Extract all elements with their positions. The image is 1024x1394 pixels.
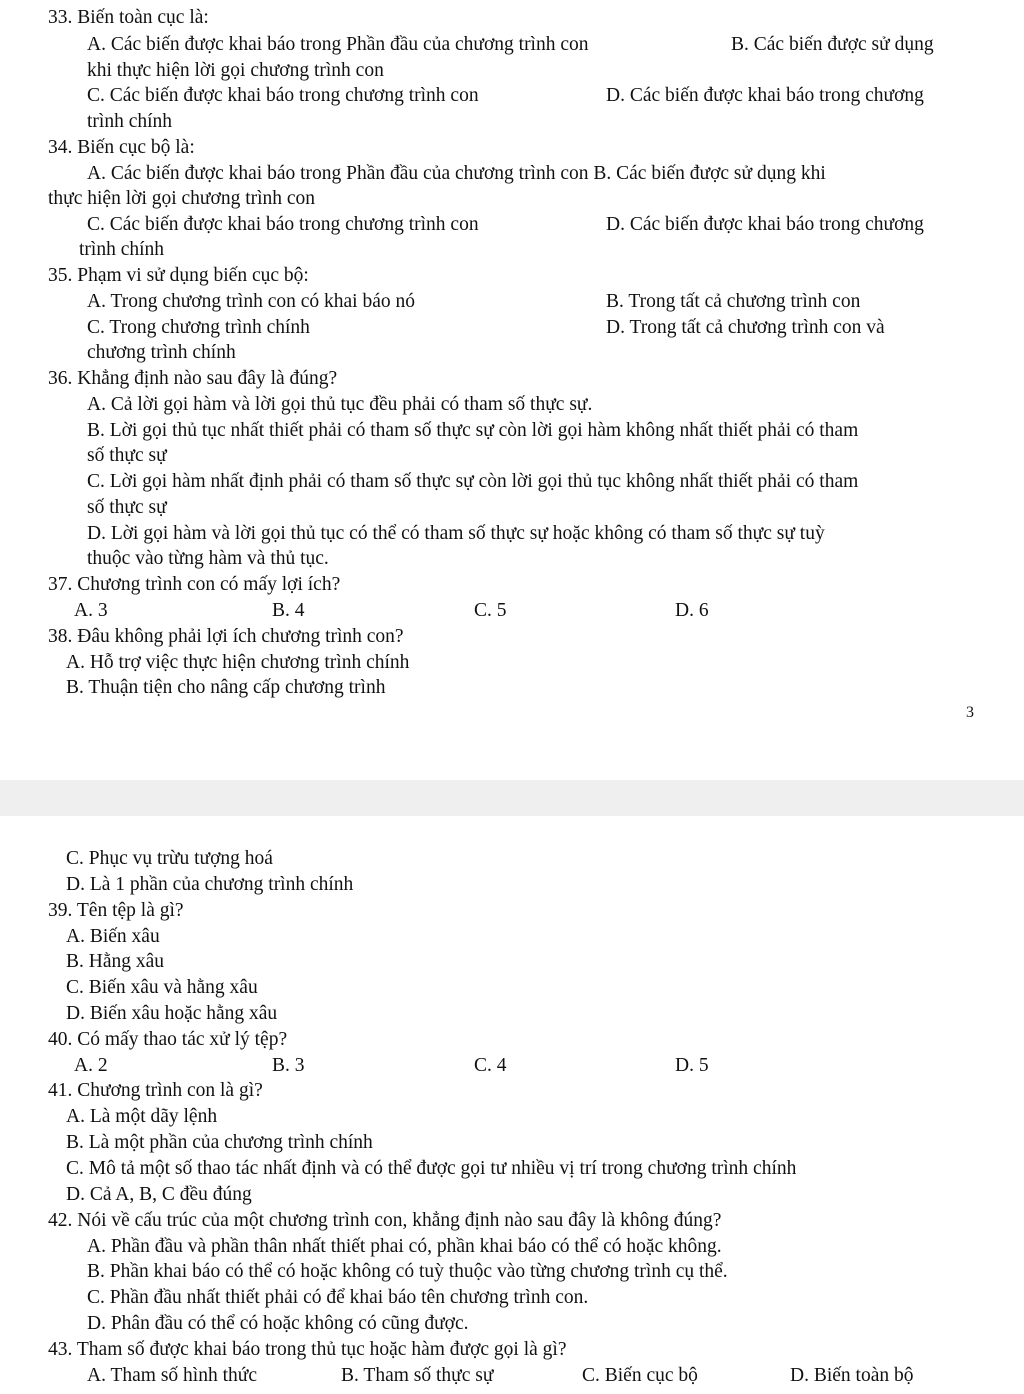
option-d: D. Các biến được khai báo trong chương (606, 85, 924, 106)
option-a: A. 3 (74, 600, 108, 621)
option-a: A. 2 (74, 1055, 108, 1076)
page-number: 3 (966, 704, 974, 721)
option-c: C. 4 (474, 1055, 507, 1076)
option-b: B. Các biến được sử dụng (731, 34, 934, 55)
option-d: D. Biến toàn bộ (790, 1365, 914, 1386)
option-b: B. 3 (272, 1055, 305, 1076)
option-a: A. Tham số hình thức (87, 1365, 257, 1386)
option-c: C. Biến cục bộ (582, 1365, 698, 1386)
page-1: 33. Biến toàn cục là: A. Các biến được khai báo trong Phần đầu của chương trình con B. Các biến được sử dụng khi thực hiện lời gọi chương trình con C. Các biến được khai báo trong chương trình con D. Các biến được khai báo trong chương trình chính 34. Biến cục bộ là: A. Các biến được khai báo trong Phần đầu của chương trình con B. Các biến được sử dụng khi thực hiện lời gọi chương trình con C. Các biến được khai báo trong chương trình con D. Các biến được khai báo trong chương trình chính 35. Phạm vi sử dụng biến cục bộ: A. Trong chương trình con có khai báo nó B. Trong tất cả chương trình con C. Trong chương trình chính D. Trong tất cả chương trình con và chương trình chính 36. Khẳng định nào sau đây là đúng? A. Cả lời gọi hàm và lời gọi thủ tục đều phải có tham số thực sự. B. Lời gọi thủ tục nhất thiết phải có tham số thực sự còn lời gọi hàm không nhất thiết phải có tham số thực sự C. Lời gọi hàm nhất định phải có tham số thực sự còn lời gọi thủ tục không nhất thiết phải có tham số thực sự D. Lời gọi hàm và lời gọi thủ tục có thể có tham số thực sự hoặc không có tham số thực sự tuỳ thuộc vào từng hàm và thủ tục. 37. Chương trình con có mấy lợi ích? A. 3 B. 4 C. 5 D. 6 38. Đâu không phải lợi ích chương trình con? A. Hỗ trợ việc thực hiện chương trình chính B. Thuận tiện cho nâng cấp chương trình 3 (0, 0, 1024, 780)
option-a: A. Trong chương trình con có khai báo nó (87, 291, 415, 312)
page-2: C. Phục vụ trừu tượng hoá D. Là 1 phần của chương trình chính 39. Tên tệp là gì? A. Biến xâu B. Hằng xâu C. Biến xâu và hằng xâu D. Biến xâu hoặc hằng xâu 40. Có mấy thao tác xử lý tệp? A. 2 B. 3 C. 4 D. 5 41. Chương trình con là gì? A. Là một dãy lệnh B. Là một phần của chương trình chính C. Mô tả một số thao tác nhất định và có thể được gọi tư nhiều vị trí trong chương trình chính D. Cả A, B, C đều đúng 42. Nói về cấu trúc của một chương trình con, khẳng định nào sau đây là không đúng? A. Phần đầu và phần thân nhất thiết phai có, phần khai báo có thể có hoặc không. B. Phần khai báo có thể có hoặc không có tuỳ thuộc vào từng chương trình cụ thể. C. Phần đầu nhất thiết phải có để khai báo tên chương trình con. D. Phân đầu có thể có hoặc không có cũng được. 43. Tham số được khai báo trong thủ tục hoặc hàm được gọi là gì? A. Tham số hình thức B. Tham số thực sự C. Biến cục bộ D. Biến toàn bộ (0, 816, 1024, 1394)
option-d: D. 5 (675, 1055, 709, 1076)
option-c: C. Các biến được khai báo trong chương trình con (87, 214, 479, 235)
option-d: D. Các biến được khai báo trong chương (606, 214, 924, 235)
option-c: C. Trong chương trình chính (87, 317, 310, 338)
option-d: D. Trong tất cả chương trình con và (606, 317, 885, 338)
option-c: C. Các biến được khai báo trong chương trình con (87, 85, 479, 106)
option-b: B. Tham số thực sự (341, 1365, 494, 1386)
option-c: C. 5 (474, 600, 507, 621)
option-d: D. 6 (675, 600, 709, 621)
option-a: A. Các biến được khai báo trong Phần đầu của chương trình con (87, 34, 589, 55)
option-b: B. 4 (272, 600, 305, 621)
page-separator (0, 780, 1024, 816)
option-b: B. Trong tất cả chương trình con (606, 291, 861, 312)
